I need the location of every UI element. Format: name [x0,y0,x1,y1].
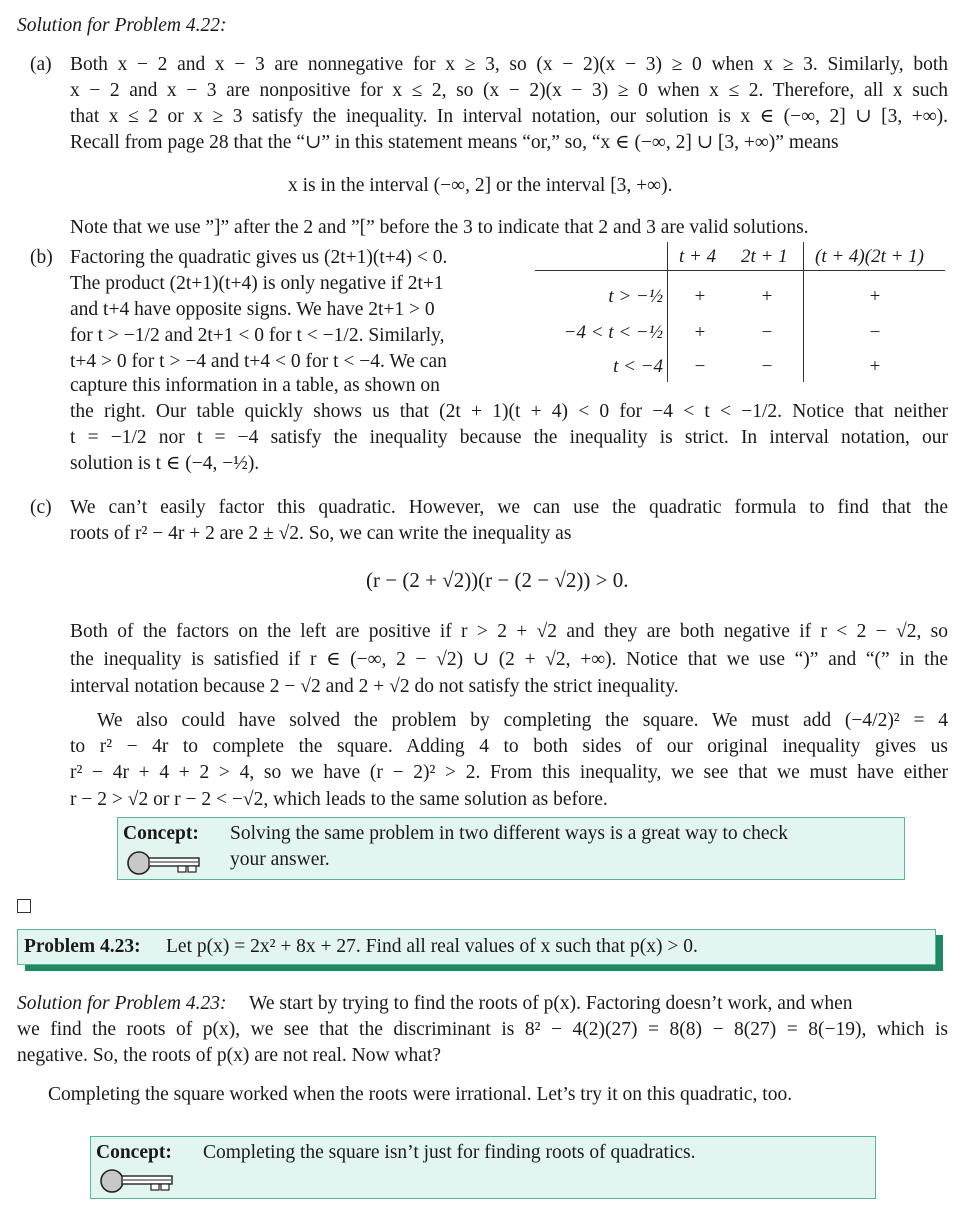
part-c-line-3: Both of the factors on the left are positive if r > 2 + √2 and they are both negative if r < 2 − √2, so [70,621,948,642]
table-cell: − [761,322,773,343]
part-b-side-line-6: capture this information in a table, as shown on [70,375,440,396]
part-b-side-line-5: t+4 > 0 for t > −4 and t+4 < 0 for t < −4. We can [70,351,447,372]
table-cell: + [761,286,773,307]
part-b-side-line-3: and t+4 have opposite signs. We have 2t+1 > 0 [70,299,435,320]
solution-423-paragraph-2: Completing the square worked when the roots were irrational. Let’s try it on this quadratic, too. [48,1084,793,1105]
part-c-line-4: the inequality is satisfied if r ∈ (−∞, 2 − √2) ∪ (2 + √2, +∞). Notice that we use “)” and “(” in the [70,649,948,670]
sign-table [535,242,945,382]
part-c-line-9: r − 2 > √2 or r − 2 < −√2, which leads to the same solution as before. [70,789,608,810]
concept-title: Concept: [123,823,199,844]
part-b-line-9: solution is t ∈ (−4, −½). [70,453,260,474]
solution-heading-4-23: Solution for Problem 4.23: [17,993,227,1014]
part-c-line-2: roots of r² − 4r + 2 are 2 ± √2. So, we can write the inequality as [70,523,572,544]
part-c-line-8: r² − 4r + 4 + 2 > 4, so we have (r − 2)² > 2. From this inequality, we see that we must have either [70,762,948,783]
solution-423-line-1: We start by trying to find the roots of p(x). Factoring doesn’t work, and when [249,993,853,1014]
part-b-side-line-1: Factoring the quadratic gives us (2t+1)(t+4) < 0. [70,247,448,268]
problem-title: Problem 4.23: [24,936,141,957]
table-cell: + [694,286,706,307]
table-divider-2 [803,242,804,382]
part-a-label: (a) [30,54,52,75]
table-divider-1 [667,242,668,382]
table-header-rule [535,270,945,271]
concept-box-1 [117,817,905,880]
table-row-label-2: −4 < t < −½ [563,322,663,343]
part-a-line-4: Recall from page 28 that the “∪” in this statement means “or,” so, “x ∈ (−∞, 2] ∪ [3, +∞)” means [70,132,839,153]
solution-423-line-3: negative. So, the roots of p(x) are not real. Now what? [17,1045,441,1066]
part-a-display: x is in the interval (−∞, 2] or the interval [3, +∞). [288,175,673,196]
table-cell: − [694,356,706,377]
table-header-product: (t + 4)(2t + 1) [815,246,925,267]
problem-box-4-23 [17,929,936,965]
part-b-side-line-4: for t > −1/2 and 2t+1 < 0 for t < −1/2. Similarly, [70,325,445,346]
key-icon [99,1168,175,1194]
table-row-label-1: t > −½ [608,286,663,307]
solution-423-line-2: we find the roots of p(x), we see that the discriminant is 8² − 4(2)(27) = 8(8) − 8(27) = 8(−19), which is [17,1019,948,1040]
part-a-line-1: Both x − 2 and x − 3 are nonnegative for x ≥ 3, so (x − 2)(x − 3) ≥ 0 when x ≥ 3. Similarly, both [70,54,948,75]
table-cell: − [869,322,881,343]
concept-text-line-1: Solving the same problem in two different ways is a great way to check [230,823,788,844]
table-row-label-3: t < −4 [613,356,663,377]
table-cell: + [694,322,706,343]
part-c-label: (c) [30,497,52,518]
part-b-line-8: t = −1/2 nor t = −4 satisfy the inequality because the inequality is strict. In interval notation, our [70,427,948,448]
part-c-display: (r − (2 + √2))(r − (2 − √2)) > 0. [366,568,629,592]
concept-box-2 [90,1136,876,1199]
key-icon [126,850,202,876]
part-c-line-7: to r² − 4r to complete the square. Adding 4 to both sides of our original inequality gives us [70,736,948,757]
table-cell: − [761,356,773,377]
concept-text: Completing the square isn’t just for finding roots of quadratics. [203,1142,696,1163]
part-a-line-2: x − 2 and x − 3 are nonpositive for x ≤ 2, so (x − 2)(x − 3) ≥ 0 when x ≤ 2. Therefore, all x such [70,80,948,101]
solution-heading-4-22: Solution for Problem 4.22: [17,15,227,36]
table-cell: + [869,286,881,307]
part-c-line-5: interval notation because 2 − √2 and 2 + √2 do not satisfy the strict inequality. [70,676,679,697]
table-header-t-plus-4: t + 4 [679,246,717,267]
part-b-label: (b) [30,247,53,268]
problem-statement: Let p(x) = 2x² + 8x + 27. Find all real values of x such that p(x) > 0. [166,936,698,957]
part-b-side-line-2: The product (2t+1)(t+4) is only negative if 2t+1 [70,273,444,294]
concept-title: Concept: [96,1142,172,1163]
table-cell: + [869,356,881,377]
part-b-line-7: the right. Our table quickly shows us that (2t + 1)(t + 4) < 0 for −4 < t < −1/2. Notice that neither [70,401,948,422]
concept-text-line-2: your answer. [230,849,330,870]
part-c-line-6: We also could have solved the problem by completing the square. We must add (−4/2)² = 4 [97,710,948,731]
part-a-line-3: that x ≤ 2 or x ≥ 3 satisfy the inequality. In interval notation, our solution is x ∈ (−∞, 2] ∪ [3, +∞). [70,106,948,127]
qed-symbol [17,899,31,913]
part-a-note: Note that we use ”]” after the 2 and ”[” before the 3 to indicate that 2 and 3 are valid solutions. [70,217,809,238]
table-header-2t-plus-1: 2t + 1 [741,246,788,267]
part-c-line-1: We can’t easily factor this quadratic. However, we can use the quadratic formula to find that the [70,497,948,518]
